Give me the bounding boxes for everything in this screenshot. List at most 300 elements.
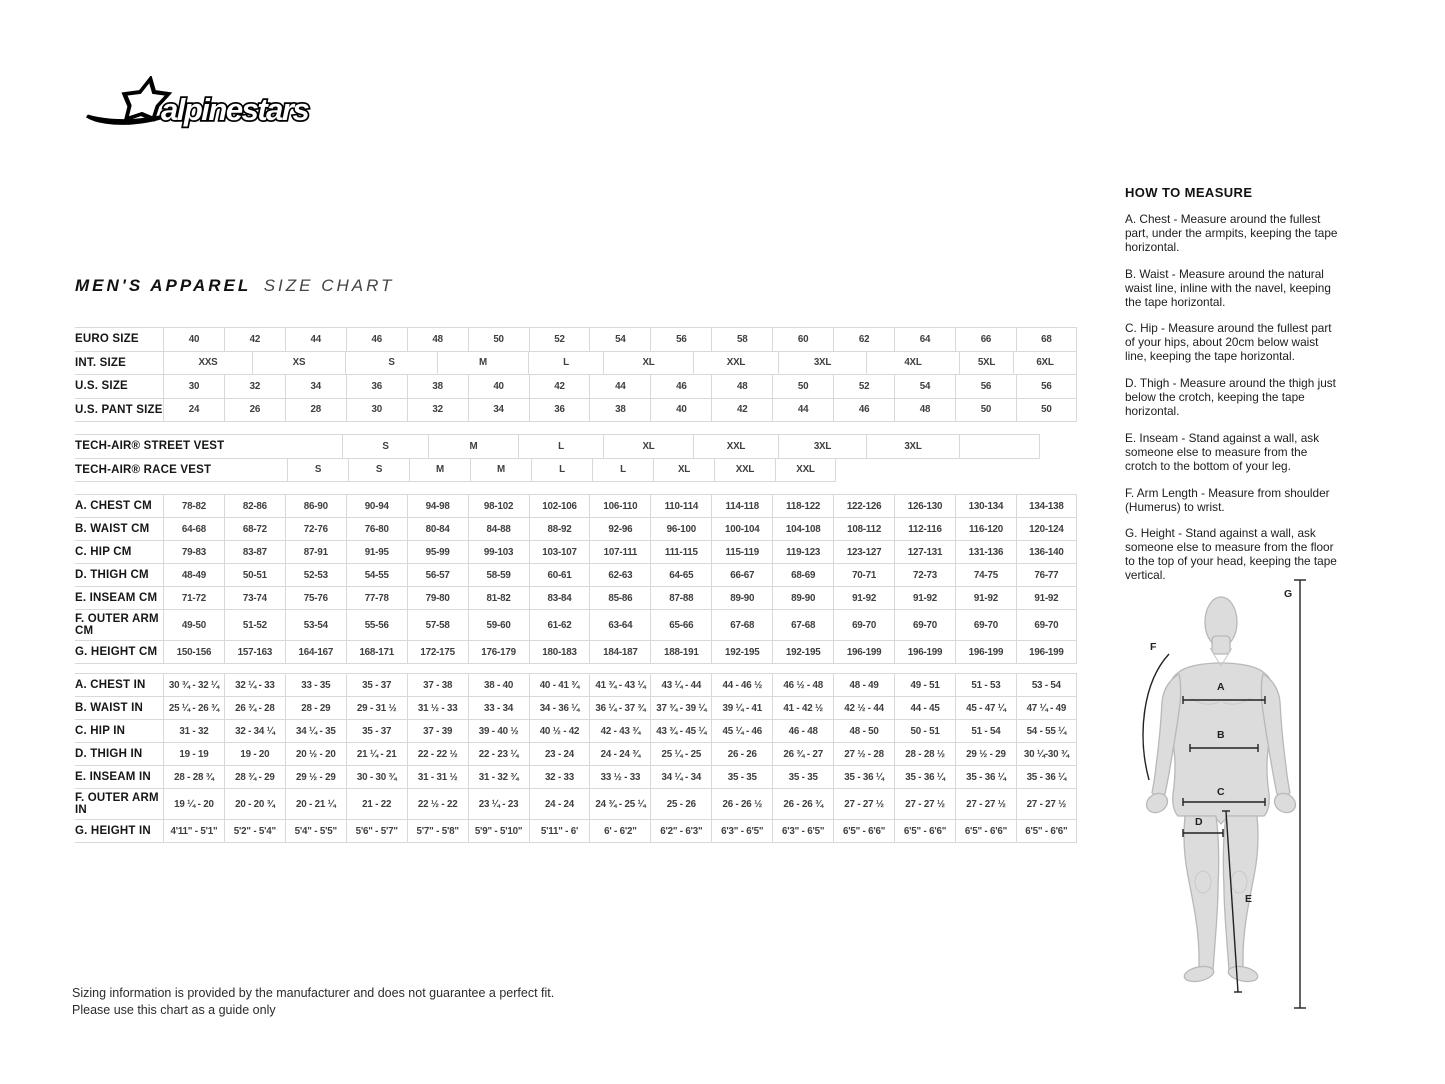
size-cell: 75-76 [285,587,346,609]
size-cell: 157-163 [224,641,285,663]
size-cell: 52 [833,375,894,398]
size-cell: 48 [407,328,468,351]
size-cell: 56 [955,375,1016,398]
size-cell: 192-195 [772,641,833,663]
size-cell: 29 ½ - 29 [285,766,346,788]
size-cell: 35 - 36 ¼ [1016,766,1077,788]
size-cell: 45 ¼ - 46 [711,720,772,742]
size-cell: 22 - 23 ¼ [468,743,529,765]
size-cell: 115-119 [711,541,772,563]
footnote-line2: Please use this chart as a guide only [72,1002,276,1017]
size-cell: 64-65 [650,564,711,586]
size-cell: 58 [711,328,772,351]
size-cell: 71-72 [163,587,224,609]
size-cell: 40 [163,328,224,351]
size-cell: 172-175 [407,641,468,663]
size-cell: 5'9" - 5'10" [468,820,529,842]
size-cell: 47 ¼ - 49 [1016,697,1077,719]
row-label: E. INSEAM CM [75,591,158,604]
size-cell: 6'5" - 6'6" [1016,820,1077,842]
size-cell: 123-127 [833,541,894,563]
size-cell: 51 - 53 [955,674,1016,696]
size-cell: 196-199 [1016,641,1077,663]
size-cell: S [348,459,409,482]
size-cell: 76-77 [1016,564,1077,586]
size-cell: 26 [224,399,285,422]
size-cell: 6'3" - 6'5" [711,820,772,842]
size-cell: 44 [772,399,833,422]
row-label: D. THIGH CM [75,568,149,581]
size-cell: 65-66 [650,610,711,640]
row-label: INT. SIZE [75,356,127,369]
size-cell: 62 [833,328,894,351]
size-cell [959,435,1040,458]
size-cell: 64 [894,328,955,351]
size-cell: 5'11" - 6' [529,820,590,842]
row-label: TECH-AIR® STREET VEST [75,440,225,453]
size-cell: 38 - 40 [468,674,529,696]
size-cell: 110-114 [650,495,711,517]
size-cell: 111-115 [650,541,711,563]
measure-instruction: D. Thigh - Measure around the thigh just below the crotch, keeping the tape horizontal. [1125,376,1336,418]
size-cell: 56 [650,328,711,351]
size-cell: 50 [772,375,833,398]
size-cell: 78-82 [163,495,224,517]
size-cell: 59-60 [468,610,529,640]
size-cell: 22 ½ - 22 [407,789,468,819]
size-cell: 96-100 [650,518,711,540]
size-cell: 180-183 [529,641,590,663]
size-cell: 34 - 36 ¼ [529,697,590,719]
size-cell: 21 ¼ - 21 [346,743,407,765]
size-cell: 6'5" - 6'6" [894,820,955,842]
size-cell: 28 [285,399,346,422]
measure-instruction: B. Waist - Measure around the natural waist line, inline with the navel, keeping the tape horizontal. [1125,266,1331,309]
size-cell: 6'3" - 6'5" [772,820,833,842]
size-cell: 20 ½ - 20 [285,743,346,765]
size-cell: 66-67 [711,564,772,586]
size-cell: 50 [955,399,1016,422]
size-cell: XL [603,435,693,458]
size-cell: 20 - 20 ¾ [224,789,285,819]
size-cell: 32 [224,375,285,398]
size-cell: 48-49 [163,564,224,586]
alpinestars-logo [73,76,331,143]
size-cell: 50 - 51 [894,720,955,742]
size-cell: 69-70 [955,610,1016,640]
size-cell: 43 ¼ - 44 [650,674,711,696]
size-cell: M [428,435,518,458]
size-cell: XXL [693,435,778,458]
size-cell: 32 [407,399,468,422]
size-cell: 53-54 [285,610,346,640]
size-cell: 134-138 [1016,495,1077,517]
size-cell: L [592,459,653,482]
size-cell: 37 ¾ - 39 ¼ [650,697,711,719]
size-cell: 33 - 34 [468,697,529,719]
size-cell: 46 [833,399,894,422]
size-cell: 119-123 [772,541,833,563]
size-cell: 184-187 [589,641,650,663]
size-cell: 46 [346,328,407,351]
size-cell: 73-74 [224,587,285,609]
size-cell: 68-69 [772,564,833,586]
size-cell: 52-53 [285,564,346,586]
size-cell: 26 ¾ - 27 [772,743,833,765]
size-cell: 91-92 [955,587,1016,609]
size-cell: 30 [163,375,224,398]
size-cell: 68 [1016,328,1077,351]
title-sub: SIZE CHART [263,276,395,295]
size-cell: 103-107 [529,541,590,563]
size-cell: 69-70 [1016,610,1077,640]
size-cell: 42 [711,399,772,422]
size-cell: 25 - 26 [650,789,711,819]
size-cell: 31 ½ - 33 [407,697,468,719]
size-cell: 30 ¼-30 ¾ [1016,743,1077,765]
size-cell: 50 [468,328,529,351]
size-cell: 46 ½ - 48 [772,674,833,696]
size-cell: 28 - 28 ½ [894,743,955,765]
size-cell: 131-136 [955,541,1016,563]
size-cell: 164-167 [285,641,346,663]
table-block-vests [75,434,1040,482]
size-cell: 22 - 22 ½ [407,743,468,765]
size-cell: 168-171 [346,641,407,663]
size-cell: 35 - 36 ¼ [894,766,955,788]
size-cell: 63-64 [589,610,650,640]
size-cell: M [437,352,528,375]
size-cell: 41 ¾ - 43 ¼ [589,674,650,696]
size-cell: S [345,352,437,375]
size-cell: 98-102 [468,495,529,517]
size-cell: 35 - 35 [772,766,833,788]
size-cell: 28 - 28 ¾ [163,766,224,788]
size-cell: 27 - 27 ½ [1016,789,1077,819]
size-cell: 74-75 [955,564,1016,586]
size-cell: 6' - 6'2" [589,820,650,842]
size-cell: 54 [894,375,955,398]
size-cell: 32 - 33 [529,766,590,788]
size-cell: 89-90 [772,587,833,609]
size-cell: 25 ¼ - 26 ¾ [163,697,224,719]
table-row [75,541,1077,564]
size-cell: 35 - 35 [711,766,772,788]
size-cell: 5'2" - 5'4" [224,820,285,842]
how-to-measure-list [1125,213,1339,583]
size-cell: 116-120 [955,518,1016,540]
size-cell: 34 [468,399,529,422]
size-cell: 126-130 [894,495,955,517]
size-cell: 114-118 [711,495,772,517]
size-cell: 44 [285,328,346,351]
row-label: G. HEIGHT CM [75,645,158,658]
size-cell: 27 - 27 ½ [833,789,894,819]
size-cell: 40 - 41 ¾ [529,674,590,696]
size-cell: 23 - 24 [529,743,590,765]
size-cell: 35 - 37 [346,674,407,696]
size-cell: 26 ¾ - 28 [224,697,285,719]
size-cell: 69-70 [833,610,894,640]
size-cell: 30 - 30 ¾ [346,766,407,788]
size-cell: 99-103 [468,541,529,563]
size-cell: 42 [529,375,590,398]
size-cell: 29 - 31 ½ [346,697,407,719]
row-label: B. WAIST IN [75,701,144,714]
table-row [75,494,1077,518]
size-cell: 77-78 [346,587,407,609]
size-cell: 51-52 [224,610,285,640]
size-cell: 66 [955,328,1016,351]
label-arm-length: F [1150,641,1157,653]
size-cell: 176-179 [468,641,529,663]
size-cell: 30 [346,399,407,422]
size-cell: 5XL [959,352,1013,375]
size-cell: 33 - 35 [285,674,346,696]
measure-instruction: E. Inseam - Stand against a wall, ask someone else to measure from the crotch to the bottom of your leg. [1125,430,1320,473]
size-cell: L [531,459,592,482]
size-cell: 91-92 [1016,587,1077,609]
table-row [75,720,1077,743]
size-cell: 136-140 [1016,541,1077,563]
size-cell: 104-108 [772,518,833,540]
size-cell: 91-92 [894,587,955,609]
row-label: TECH-AIR® RACE VEST [75,463,212,476]
measurement-diagram [1133,570,1333,1027]
body-figure [1133,570,1333,1022]
size-cell: 68-72 [224,518,285,540]
table-row [75,673,1077,697]
size-cell: 26 - 26 ½ [711,789,772,819]
size-cell: 60-61 [529,564,590,586]
footnote [72,985,554,1019]
size-cell: 26 - 26 ¾ [772,789,833,819]
size-cell: 3XL [778,352,866,375]
alpinestars-wordmark: alpinestars [161,92,309,127]
size-cell: 34 ¼ - 35 [285,720,346,742]
size-cell: 67-68 [711,610,772,640]
size-cell: 6'5" - 6'6" [833,820,894,842]
size-cell: 88-92 [529,518,590,540]
size-cell: 3XL [778,435,866,458]
row-label: U.S. PANT SIZE [75,403,163,416]
size-cell: 39 - 40 ½ [468,720,529,742]
table-row [75,789,1077,820]
size-cell: 24 - 24 ¾ [589,743,650,765]
size-cell: 69-70 [894,610,955,640]
label-hip: C [1217,786,1225,798]
size-cell: 80-84 [407,518,468,540]
size-cell: 31 - 32 ¾ [468,766,529,788]
table-block-in [75,673,1077,843]
size-cell: 42 [224,328,285,351]
size-cell: 6'5" - 6'6" [955,820,1016,842]
size-cell: 42 ½ - 44 [833,697,894,719]
size-cell: S [287,459,348,482]
size-cell: 70-71 [833,564,894,586]
table-row [75,641,1077,664]
table-row [75,327,1077,352]
size-cell: 72-76 [285,518,346,540]
size-cell: 40 ½ - 42 [529,720,590,742]
how-to-measure-panel [1125,185,1339,596]
size-cell: 130-134 [955,495,1016,517]
size-cell: 4'11" - 5'1" [163,820,224,842]
table-row [75,518,1077,541]
size-cell: 38 [589,399,650,422]
size-cell: 44 - 46 ½ [711,674,772,696]
size-cell: L [518,435,603,458]
size-cell: 19 - 19 [163,743,224,765]
size-cell: 118-122 [772,495,833,517]
table-row [75,697,1077,720]
row-label: E. INSEAM IN [75,770,151,783]
row-label: D. THIGH IN [75,747,143,760]
size-cell: 95-99 [407,541,468,563]
size-cell: 54 - 55 ¼ [1016,720,1077,742]
size-cell: 19 - 20 [224,743,285,765]
title-main: MEN'S APPAREL [75,276,252,295]
measure-instruction: C. Hip - Measure around the fullest part of your hips, about 20cm below waist line, keeping the tape horizontal. [1125,321,1332,364]
size-cell: 42 - 43 ¾ [589,720,650,742]
row-label: F. OUTER ARM IN [75,791,159,816]
size-cell: 32 - 34 ¼ [224,720,285,742]
table-row [75,587,1077,610]
row-label: A. CHEST IN [75,678,146,691]
label-height: G [1284,588,1293,600]
size-cell: 49-50 [163,610,224,640]
measure-instruction: F. Arm Length - Measure from shoulder (Humerus) to wrist. [1125,485,1330,514]
size-cell: 48 - 50 [833,720,894,742]
size-cell: 54-55 [346,564,407,586]
how-to-measure-title: HOW TO MEASURE [1125,185,1253,200]
size-cell: 35 - 36 ¼ [955,766,1016,788]
table-block-cm [75,494,1077,664]
size-cell: 58-59 [468,564,529,586]
size-cell: 37 - 39 [407,720,468,742]
table-row [75,766,1077,789]
label-inseam: E [1245,893,1253,905]
size-cell: 50-51 [224,564,285,586]
table-row [75,820,1077,843]
table-row [75,459,836,483]
size-cell: 32 ¼ - 33 [224,674,285,696]
size-cell: 4XL [866,352,959,375]
size-cell: 5'7" - 5'8" [407,820,468,842]
size-cell: XXL [714,459,775,482]
measure-instruction: G. Height - Stand against a wall, ask someone else to measure from the floor to the top of your head, keeping the tape vertical. [1125,526,1337,583]
table-row [75,352,1077,376]
size-cell: 150-156 [163,641,224,663]
size-cell: 6'2" - 6'3" [650,820,711,842]
size-cell: 28 ¾ - 29 [224,766,285,788]
size-cell: 44 - 45 [894,697,955,719]
size-cell: 26 - 26 [711,743,772,765]
size-cell: 76-80 [346,518,407,540]
size-cell: 31 - 31 ½ [407,766,468,788]
size-cell: 29 ½ - 29 [955,743,1016,765]
size-cell: 21 - 22 [346,789,407,819]
size-cell: XXL [775,459,836,482]
size-cell: 36 [529,399,590,422]
size-cell: M [409,459,470,482]
size-cell: 90-94 [346,495,407,517]
table-row [75,399,1077,423]
size-cell: 55-56 [346,610,407,640]
size-cell: 24 [163,399,224,422]
row-label: C. HIP CM [75,545,132,558]
size-cell: 35 - 37 [346,720,407,742]
size-cell: XL [653,459,714,482]
size-cell: 107-111 [589,541,650,563]
size-cell: 44 [589,375,650,398]
size-cell: 81-82 [468,587,529,609]
size-cell: 83-87 [224,541,285,563]
row-label: F. OUTER ARM CM [75,612,159,637]
size-cell: 24 - 24 [529,789,590,819]
size-cell: 27 ½ - 28 [833,743,894,765]
label-thigh: D [1195,816,1203,828]
size-table [75,327,1077,843]
size-cell: 38 [407,375,468,398]
size-cell: S [342,435,428,458]
size-cell: 120-124 [1016,518,1077,540]
label-waist: B [1217,729,1225,741]
size-cell: 37 - 38 [407,674,468,696]
size-cell: 100-104 [711,518,772,540]
size-cell: 72-73 [894,564,955,586]
size-cell: 45 - 47 ¼ [955,697,1016,719]
size-cell: 36 ¼ - 37 ¾ [589,697,650,719]
size-cell: 62-63 [589,564,650,586]
size-cell: 108-112 [833,518,894,540]
size-cell: 188-191 [650,641,711,663]
size-cell: 127-131 [894,541,955,563]
size-cell: 60 [772,328,833,351]
size-cell: 27 - 27 ½ [894,789,955,819]
size-cell: 56-57 [407,564,468,586]
size-cell: 196-199 [833,641,894,663]
size-cell: 48 - 49 [833,674,894,696]
size-cell: 3XL [866,435,959,458]
row-label: B. WAIST CM [75,522,150,535]
size-cell: M [470,459,531,482]
row-label: G. HEIGHT IN [75,824,151,837]
table-block-sizes [75,327,1077,422]
size-cell: 34 ¼ - 34 [650,766,711,788]
size-cell: 50 [1016,399,1077,422]
size-cell: 56 [1016,375,1077,398]
size-cell: 94-98 [407,495,468,517]
size-cell: 33 ½ - 33 [589,766,650,788]
size-cell: 40 [650,399,711,422]
size-cell: L [528,352,603,375]
size-cell: 49 - 51 [894,674,955,696]
table-row [75,434,1040,459]
size-cell: 57-58 [407,610,468,640]
size-cell: 61-62 [529,610,590,640]
size-cell: 40 [468,375,529,398]
size-cell: 46 [650,375,711,398]
size-cell: 83-84 [529,587,590,609]
size-cell: 31 - 32 [163,720,224,742]
size-cell: 91-92 [833,587,894,609]
size-cell: 51 - 54 [955,720,1016,742]
size-cell: XL [603,352,693,375]
size-cell: 52 [529,328,590,351]
size-cell: 34 [285,375,346,398]
size-cell: 67-68 [772,610,833,640]
